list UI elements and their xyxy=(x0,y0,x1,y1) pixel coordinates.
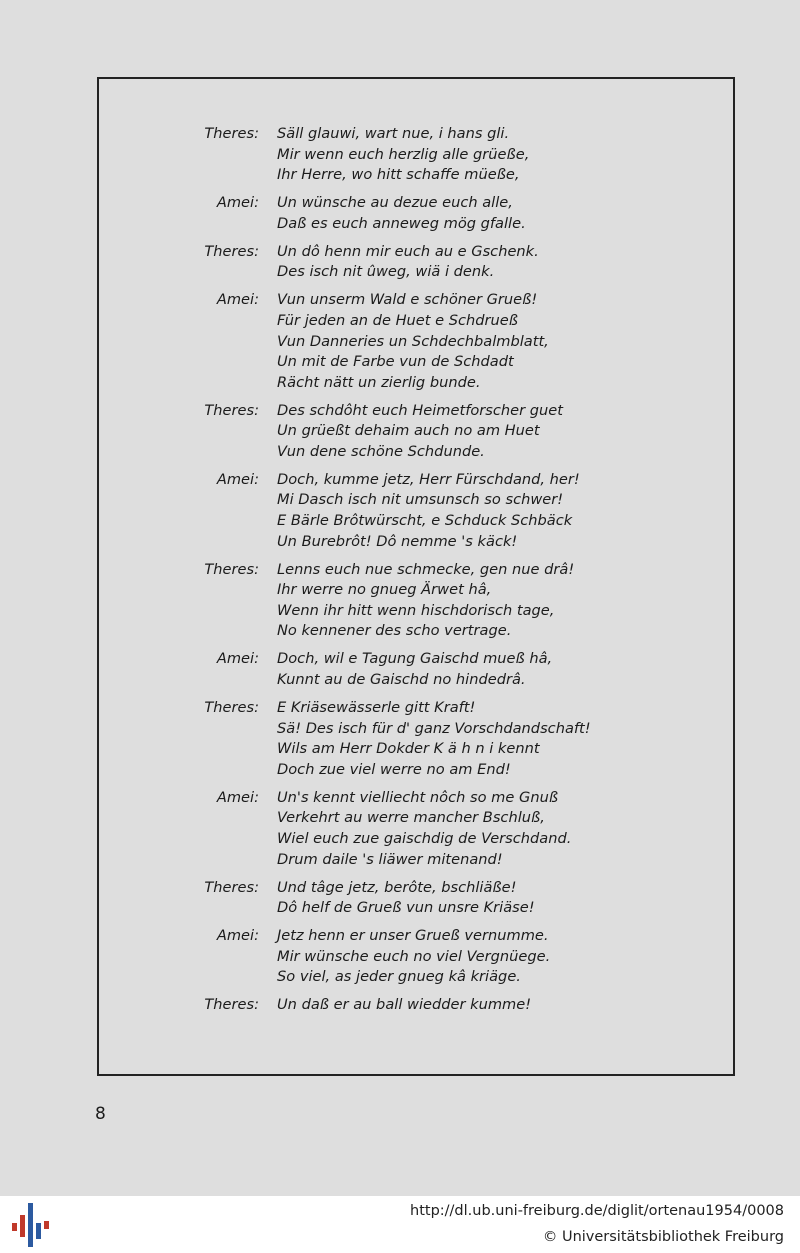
speaker-label xyxy=(120,995,277,1016)
verse-line: E Kriäsewässerle gitt Kraft! xyxy=(277,698,476,716)
verse-line: Vun Danneries un Schdechbalmblatt, xyxy=(277,332,549,350)
verse-line: Sä! Des isch für d' ganz Vorschdandschaft! xyxy=(277,719,591,737)
verse-line: Lenns euch nue schmecke, gen nue drâ! xyxy=(277,560,575,578)
verse-line: Daß es euch anneweg mög gfalle. xyxy=(277,214,526,232)
speaker-label xyxy=(120,560,277,642)
verse-line: Des isch nit ûweg, wiä i denk. xyxy=(277,263,495,281)
speaker-name: Theres: xyxy=(204,401,259,419)
speaker-label xyxy=(120,290,277,393)
verse-line: Vun unserm Wald e schöner Grueß! xyxy=(277,291,538,309)
stanza-lines xyxy=(277,995,720,1016)
speaker-name: Theres: xyxy=(204,878,259,896)
stanza xyxy=(120,698,720,780)
speaker-label xyxy=(120,926,277,988)
speaker-name: Amei: xyxy=(216,788,259,806)
verse-line: Wiel euch zue gaischdig de Verschdand. xyxy=(277,829,572,847)
speaker-label xyxy=(120,698,277,780)
verse-line: Mi Dasch isch nit umsunsch so schwer! xyxy=(277,491,564,509)
verse-line: Un dô henn mir euch au e Gschenk. xyxy=(277,242,539,260)
stanza-lines xyxy=(277,560,720,642)
stanza xyxy=(120,470,720,552)
stanza xyxy=(120,649,720,690)
stanza-lines xyxy=(277,470,720,552)
verse-line: Doch, kumme jetz, Herr Fürschdand, her! xyxy=(277,470,580,488)
verse-line: No kennener des scho vertrage. xyxy=(277,622,512,640)
verse-line: Dô helf de Grueß vun unsre Kriäse! xyxy=(277,899,535,917)
verse-line: Un grüeßt dehaim auch no am Huet xyxy=(277,422,540,440)
verse-line: Kunnt au de Gaischd no hindedrâ. xyxy=(277,670,526,688)
stanza xyxy=(120,290,720,393)
speaker-name: Amei: xyxy=(216,650,259,668)
speaker-name: Amei: xyxy=(216,194,259,212)
verse-line: Des schdôht euch Heimetforscher guet xyxy=(277,401,563,419)
speaker-name: Theres: xyxy=(204,698,259,716)
verse-line: Doch zue viel werre no am End! xyxy=(277,760,511,778)
verse-line: Wils am Herr Dokder K ä h n i kennt xyxy=(277,740,540,758)
speaker-label xyxy=(120,649,277,690)
speaker-label xyxy=(120,124,277,186)
speaker-name: Amei: xyxy=(216,291,259,309)
stanza xyxy=(120,995,720,1016)
verse-line: Verkehrt au werre mancher Bschluß, xyxy=(277,809,545,827)
stanza xyxy=(120,401,720,463)
verse-line: Rächt nätt un zierlig bunde. xyxy=(277,373,481,391)
verse-line: Vun dene schöne Schdunde. xyxy=(277,442,485,460)
verse-line: Und tâge jetz, berôte, bschliäße! xyxy=(277,878,517,896)
stanza xyxy=(120,788,720,870)
stanza-lines xyxy=(277,193,720,234)
stanza-lines xyxy=(277,242,720,283)
verse-line: Un wünsche au dezue euch alle, xyxy=(277,194,513,212)
verse-line: Doch, wil e Tagung Gaischd mueß hâ, xyxy=(277,650,553,668)
speaker-name: Theres: xyxy=(204,996,259,1014)
copyright-text: © Universitätsbibliothek Freiburg xyxy=(542,1229,784,1245)
speaker-label xyxy=(120,788,277,870)
stanza xyxy=(120,124,720,186)
speaker-name: Amei: xyxy=(216,470,259,488)
verse-line: Für jeden an de Huet e Schdrueß xyxy=(277,311,518,329)
verse-line: Ihr Herre, wo hitt schaffe müeße, xyxy=(277,166,520,184)
speaker-label xyxy=(120,242,277,283)
stanza-lines xyxy=(277,698,720,780)
speaker-name: Theres: xyxy=(204,242,259,260)
speaker-label xyxy=(120,193,277,234)
verse-line: Säll glauwi, wart nue, i hans gli. xyxy=(277,125,510,142)
verse-line: Un daß er au ball wiedder kumme! xyxy=(277,996,532,1014)
speaker-label xyxy=(120,470,277,552)
verse-line: Mir wenn euch herzlig alle grüeße, xyxy=(277,145,530,163)
stanza-lines xyxy=(277,649,720,690)
stanza xyxy=(120,193,720,234)
verse-line: Drum daile 's liäwer mitenand! xyxy=(277,850,503,868)
stanza xyxy=(120,926,720,988)
speaker-label xyxy=(120,401,277,463)
speaker-label xyxy=(120,878,277,919)
verse-line: Un mit de Farbe vun de Schdadt xyxy=(277,353,514,371)
verse-line: Mir wünsche euch no viel Vergnüege. xyxy=(277,947,551,965)
speaker-name: Theres: xyxy=(204,560,259,578)
stanza xyxy=(120,560,720,642)
stanza xyxy=(120,242,720,283)
page-number: 8 xyxy=(95,1104,106,1124)
stanza-lines xyxy=(277,124,720,186)
verse-line: Jetz henn er unser Grueß vernumme. xyxy=(277,927,549,945)
verse-line: So viel, as jeder gnueg kâ kriäge. xyxy=(277,968,521,986)
speaker-name: Amei: xyxy=(216,927,259,945)
verse-line: E Bärle Brôtwürscht, e Schduck Schbäck xyxy=(277,512,573,530)
verse-line: Un's kennt vielliecht nôch so me Gnuß xyxy=(277,788,559,806)
ub-freiburg-logo-icon[interactable] xyxy=(10,1203,50,1247)
stanza-lines xyxy=(277,290,720,393)
source-url-link[interactable]: http://dl.ub.uni-freiburg.de/diglit/ortenau1954/0008 xyxy=(410,1203,784,1219)
stanza-lines xyxy=(277,788,720,870)
verse-line: Wenn ihr hitt wenn hischdorisch tage, xyxy=(277,601,555,619)
stanza xyxy=(120,878,720,919)
poem xyxy=(120,124,720,1016)
stanza-lines xyxy=(277,926,720,988)
stanza-lines xyxy=(277,401,720,463)
verse-line: Un Burebrôt! Dô nemme 's käck! xyxy=(277,532,518,550)
verse-line: Ihr werre no gnueg Ärwet hâ, xyxy=(277,581,492,599)
speaker-name: Theres: xyxy=(204,125,259,142)
stanza-lines xyxy=(277,878,720,919)
